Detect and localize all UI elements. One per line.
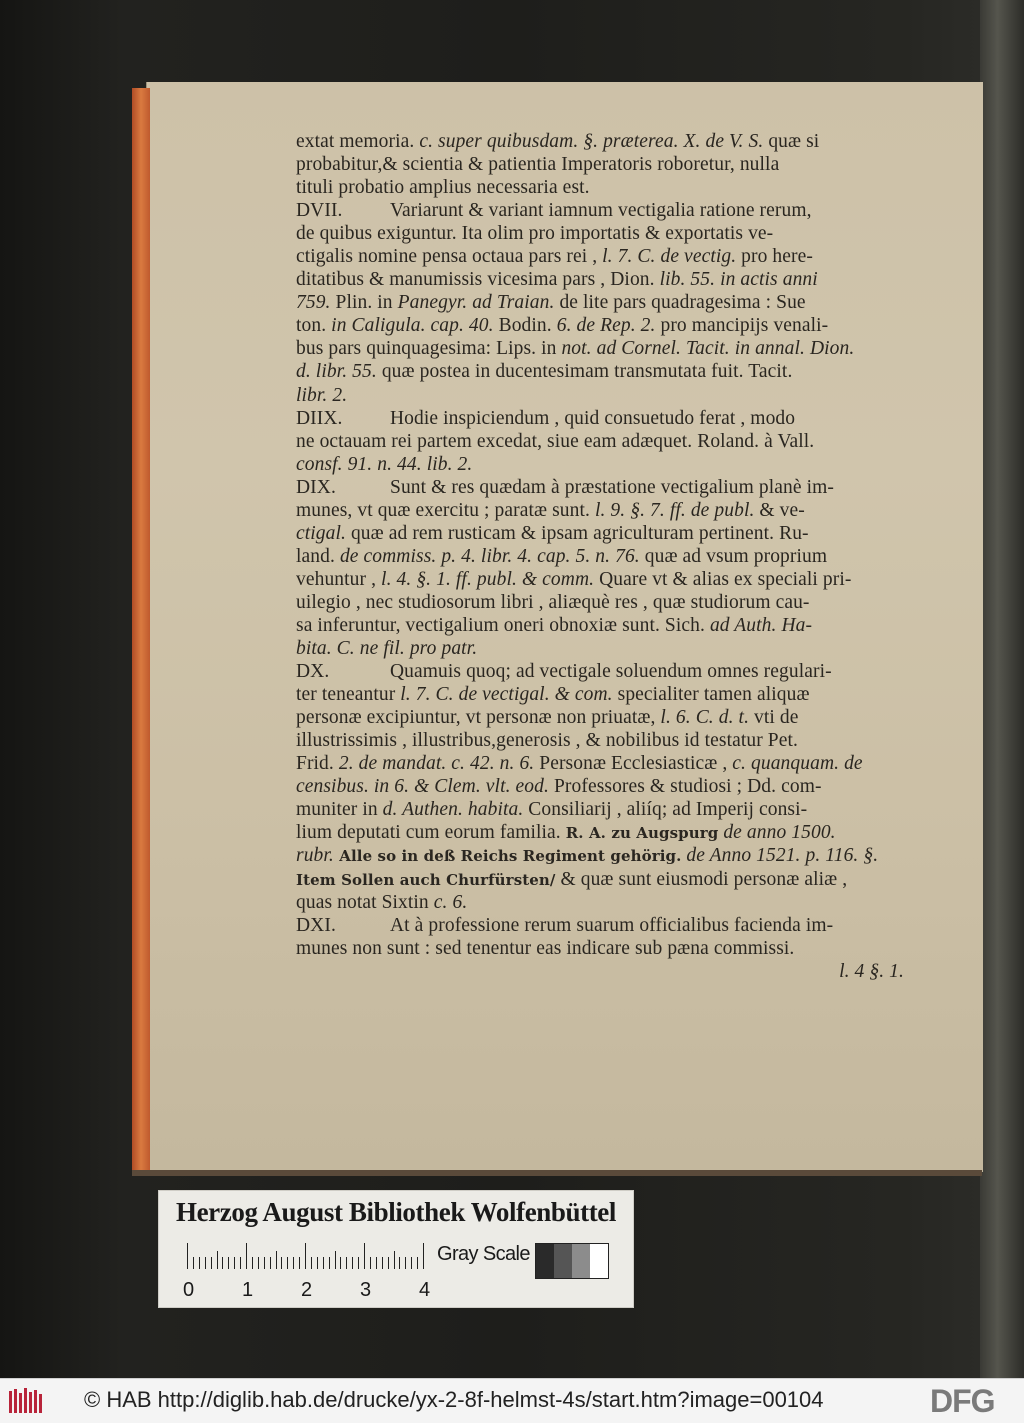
text-line (296, 291, 916, 314)
text-line (296, 499, 916, 522)
gray-swatch (590, 1244, 608, 1278)
text-line (296, 314, 916, 337)
text-run: extat memoria. (296, 131, 420, 152)
text-run: ctigal. (296, 522, 346, 544)
text-line (296, 476, 916, 499)
text-line (296, 384, 916, 407)
text-run: Hodie inspiciendum , quid consuetudo ferat , modo (390, 407, 796, 429)
text-run: c. super quibusdam. §. præterea. X. de V. S. (419, 131, 764, 152)
text-run: Frid. (296, 753, 339, 775)
ruler-tick (211, 1257, 212, 1269)
text-line (296, 660, 916, 683)
text-run: l. 7. C. de vectig. (602, 246, 737, 268)
text-run: muniter in (296, 799, 383, 821)
ruler-tick (293, 1257, 294, 1269)
gray-swatch (572, 1244, 590, 1278)
section-number: DIX. (296, 476, 336, 498)
text-run: Personæ Ecclesiasticæ , (534, 753, 733, 775)
section-number: DX. (296, 661, 330, 683)
text-run: ctigalis nomine pensa octaua pars rei , (296, 246, 603, 268)
catchword: l. 4 §. 1. (839, 960, 904, 982)
text-run: rubr. (296, 845, 334, 867)
text-line (296, 245, 916, 268)
text-run: bita. C. ne fil. pro patr. (296, 638, 478, 660)
ruler-tick (317, 1257, 318, 1269)
ruler-tick (311, 1257, 312, 1269)
text-run: 759. (296, 292, 331, 314)
text-line (296, 453, 916, 476)
ruler-tick (264, 1257, 265, 1269)
ruler (187, 1243, 427, 1269)
ruler-tick (417, 1257, 418, 1269)
text-run: l. 7. C. de vectigal. & com. (400, 684, 613, 706)
gray-swatch (536, 1244, 554, 1278)
ruler-number: 2 (301, 1279, 313, 1301)
text-run: Variarunt & variant iamnum vectigalia ratione rerum, (390, 200, 812, 222)
ruler-tick (199, 1257, 200, 1269)
ruler-tick (340, 1257, 341, 1269)
text-run: d. libr. 55. (296, 361, 377, 383)
text-run: not. ad Cornel. Tacit. in annal. Dion. (561, 338, 855, 360)
ruler-tick (405, 1257, 406, 1269)
text-run: quæ postea in ducentesimam transmutata fuit. Tacit. (376, 361, 793, 383)
ruler-tick (270, 1257, 271, 1269)
text-line (296, 729, 916, 752)
text-line (296, 130, 916, 153)
text-run: bus pars quinquagesima: Lips. in (296, 338, 562, 360)
ruler-number: 3 (360, 1279, 372, 1301)
text-run: lium deputati cum eorum familia. (296, 822, 566, 844)
ruler-tick (382, 1257, 383, 1269)
ruler-tick (252, 1257, 253, 1269)
ruler-tick (352, 1257, 353, 1269)
ruler-tick (364, 1243, 365, 1269)
text-line (296, 614, 916, 637)
text-run: & quæ sunt eiusmodi personæ aliæ , (555, 868, 848, 890)
ruler-tick (323, 1257, 324, 1269)
ruler-tick (205, 1257, 206, 1269)
text-run: Consiliarij , aliíq; ad Imperij consi- (523, 799, 808, 821)
ruler-tick (423, 1243, 424, 1269)
text-line (296, 914, 916, 937)
ruler-tick (234, 1257, 235, 1269)
dfg-logo: DFG (930, 1383, 995, 1419)
text-run: de quibus exiguntur. Ita olim pro importatis & exportatis ve- (296, 223, 774, 245)
gray-swatch (554, 1244, 572, 1278)
section-number: DIIX. (296, 407, 343, 429)
text-line (296, 360, 916, 383)
text-run: Item Sollen auch Churfürsten/ (296, 870, 556, 889)
footer-bar (0, 1378, 1024, 1423)
ruler-number: 0 (183, 1279, 195, 1301)
text-run: At à professione rerum suarum officialibus facienda im- (390, 914, 834, 936)
ruler-tick (217, 1251, 218, 1269)
scanner-edge (980, 0, 1024, 1378)
ruler-tick (287, 1257, 288, 1269)
page-text (296, 130, 916, 983)
ruler-tick (399, 1257, 400, 1269)
text-run: de commiss. p. 4. libr. 4. cap. 5. n. 76. (339, 545, 640, 567)
copyright-url[interactable]: © HAB http://diglib.hab.de/drucke/yx-2-8f-helmst-4s/start.htm?image=00104 (84, 1387, 824, 1412)
ruler-tick (335, 1251, 336, 1269)
text-run: c. 6. (433, 891, 468, 913)
text-run: probabitur,& scientia & patientia Imperatoris roboretur, nulla (296, 154, 780, 176)
text-run: quæ si (763, 131, 820, 152)
text-run: Quamuis quoq; ad vectigale soluendum omnes regulari- (390, 661, 832, 683)
text-line (296, 568, 916, 591)
ruler-tick (276, 1251, 277, 1269)
text-run: vehuntur , (296, 568, 382, 590)
text-run: l. 6. C. d. t. (660, 707, 750, 729)
ruler-tick (281, 1257, 282, 1269)
text-line (296, 868, 916, 891)
text-run: lib. 55. in actis anni (659, 269, 818, 291)
ruler-tick (388, 1257, 389, 1269)
ruler-tick (346, 1257, 347, 1269)
gray-scale-label: Gray Scale (437, 1243, 530, 1265)
ruler-tick (376, 1257, 377, 1269)
scale-card (158, 1190, 634, 1308)
text-run: land. (296, 545, 340, 567)
text-run: in Caligula. cap. 40. (331, 315, 494, 337)
ruler-tick (329, 1257, 330, 1269)
text-line (296, 937, 916, 960)
text-run: Sunt & res quædam à præstatione vectigalium planè im- (390, 476, 834, 498)
text-line (296, 891, 916, 914)
text-run: tituli probatio amplius necessaria est. (296, 177, 590, 199)
text-run: consf. 91. n. 44. lib. 2. (296, 453, 473, 475)
ruler-tick (299, 1257, 300, 1269)
text-run: ter teneantur (296, 684, 401, 706)
text-run: libr. 2. (296, 384, 348, 406)
text-line (296, 176, 916, 199)
text-line (296, 545, 916, 568)
text-run: Plin. in (330, 292, 398, 314)
text-run: Alle so in deß Reichs Regiment gehörig. (333, 847, 682, 866)
text-line (296, 683, 916, 706)
section-number: DVII. (296, 200, 343, 222)
text-run: d. Authen. habita. (382, 799, 524, 821)
text-run: Bodin. (493, 315, 557, 337)
text-run: censibus. in 6. & Clem. vlt. eod. (296, 776, 549, 798)
ruler-tick (222, 1257, 223, 1269)
text-line (296, 430, 916, 453)
text-run: Professores & studiosi ; Dd. com- (548, 776, 822, 798)
text-line (296, 844, 916, 867)
ruler-tick (358, 1257, 359, 1269)
text-run: Panegyr. ad Traian. (397, 292, 555, 314)
card-title: Herzog August Bibliothek Wolfenbüttel (176, 1197, 616, 1227)
text-line (296, 199, 916, 222)
hab-logo-icon (8, 1387, 46, 1415)
text-run: illustrissimis , illustribus,generosis , & nobilibus id testatur Pet. (296, 730, 798, 752)
text-run: de anno 1500. (718, 822, 836, 844)
text-run: specialiter tamen aliquæ (612, 684, 810, 706)
ruler-tick (394, 1251, 395, 1269)
text-run: vti de (749, 707, 799, 729)
ruler-tick (187, 1243, 188, 1269)
gray-scale-swatches (535, 1243, 609, 1279)
page-edge-orange (132, 88, 150, 1174)
text-run: sa inferuntur, vectigalium oneri obnoxiæ sunt. Sich. (296, 614, 710, 636)
text-run: ad Auth. Ha- (709, 614, 813, 636)
ruler-tick (258, 1257, 259, 1269)
ruler-number: 4 (419, 1279, 431, 1301)
text-run: R. A. zu Augspurg (565, 824, 719, 843)
text-run: munes, vt quæ exercitu ; paratæ sunt. (296, 499, 595, 521)
text-run: l. 9. §. 7. ff. de publ. (594, 499, 755, 521)
text-line (296, 706, 916, 729)
text-line (296, 268, 916, 291)
text-line (296, 591, 916, 614)
text-line (296, 222, 916, 245)
text-line (296, 752, 916, 775)
ruler-tick (305, 1243, 306, 1269)
text-run: ne octauam rei partem excedat, siue eam adæquet. Roland. à Vall. (296, 430, 815, 452)
ruler-tick (411, 1257, 412, 1269)
text-run: quas notat Sixtin (296, 891, 434, 913)
text-run: de lite pars quadragesima : Sue (554, 292, 806, 314)
text-run: quæ ad vsum proprium (639, 545, 828, 567)
text-line (296, 407, 916, 430)
page-bottom-shadow (132, 1170, 982, 1176)
ruler-tick (370, 1257, 371, 1269)
text-line (296, 637, 916, 660)
ruler-tick (240, 1257, 241, 1269)
text-line (296, 798, 916, 821)
text-run: de Anno 1521. p. 116. §. (681, 845, 879, 867)
text-run: quæ ad rem rusticam & ipsam agriculturam pertinent. Ru- (345, 522, 809, 544)
text-run: & ve- (754, 499, 805, 521)
text-run: c. quanquam. de (732, 753, 863, 775)
text-run: ton. (296, 315, 332, 337)
section-number: DXI. (296, 914, 336, 936)
ruler-tick (246, 1243, 247, 1269)
ruler-number: 1 (242, 1279, 254, 1301)
text-run: 6. de Rep. 2. (556, 315, 656, 337)
text-run: uilegio , nec studiosorum libri , aliæquè res , quæ studiorum cau- (296, 591, 810, 613)
text-line (296, 153, 916, 176)
text-line (296, 821, 916, 844)
text-run: 2. de mandat. c. 42. n. 6. (338, 753, 535, 775)
text-run: pro mancipijs venali- (655, 315, 829, 337)
text-run: ditatibus & manumissis vicesima pars , Dion. (296, 269, 660, 291)
text-line (296, 522, 916, 545)
text-line (296, 337, 916, 360)
text-run: pro here- (736, 246, 813, 268)
ruler-tick (228, 1257, 229, 1269)
text-run: l. 4. §. 1. ff. publ. & comm. (381, 568, 595, 590)
text-run: Quare vt & alias ex speciali pri- (594, 568, 852, 590)
text-run: personæ excipiuntur, vt personæ non priuatæ, (296, 707, 661, 729)
text-line (296, 775, 916, 798)
text-run: munes non sunt : sed tenentur eas indicare sub pæna commissi. (296, 937, 795, 959)
ruler-tick (193, 1257, 194, 1269)
